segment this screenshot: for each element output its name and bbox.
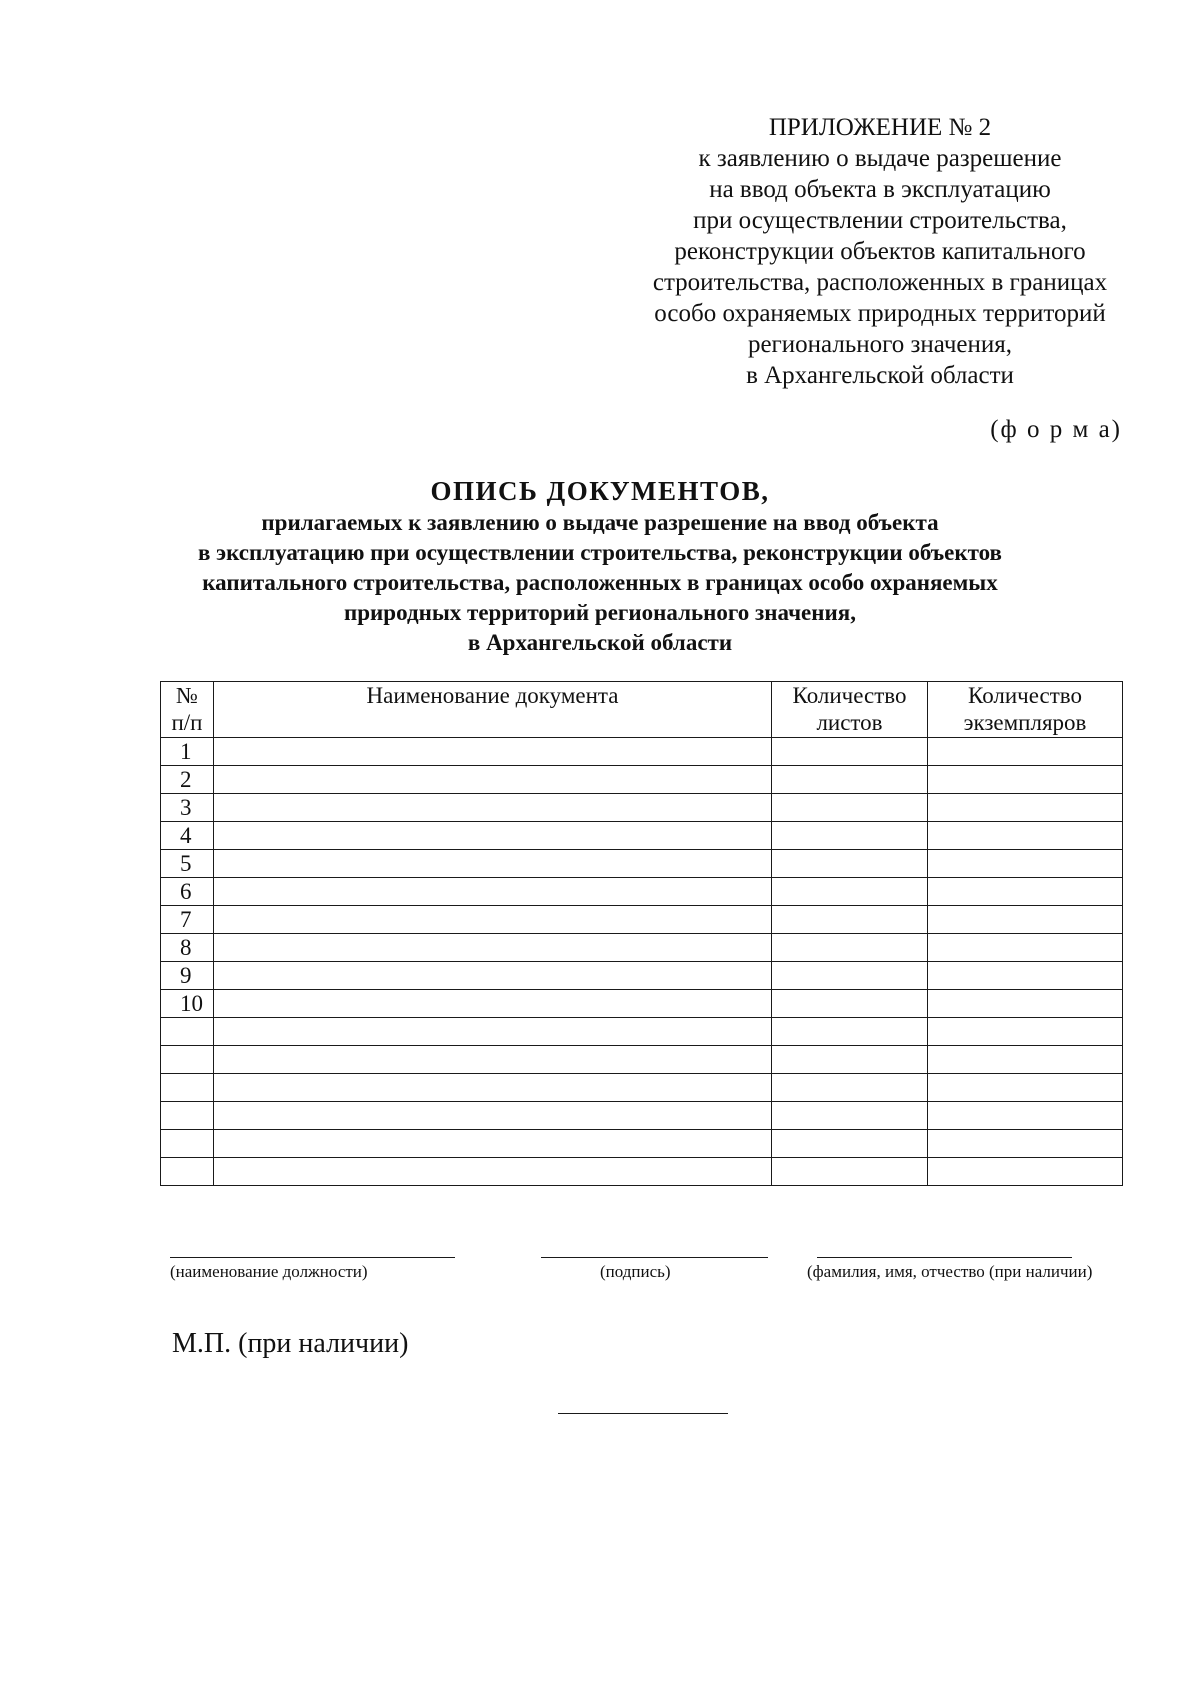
table-row — [161, 962, 1123, 990]
copy-count-cell[interactable] — [928, 1018, 1123, 1046]
document-name-cell[interactable] — [214, 794, 772, 822]
bottom-blank-line — [558, 1413, 728, 1414]
table-row — [161, 990, 1123, 1018]
copy-count-cell[interactable] — [928, 990, 1123, 1018]
document-name-cell[interactable] — [214, 822, 772, 850]
appendix-line: реконструкции объектов капитального — [674, 238, 1086, 265]
title-line: в Архангельской области — [467, 630, 733, 655]
row-number-cell — [161, 1046, 214, 1074]
documents-table — [160, 681, 1123, 1186]
row-number-cell: 6 — [161, 878, 214, 906]
table-row — [161, 1158, 1123, 1186]
sheet-count-cell[interactable] — [772, 766, 928, 794]
row-number-cell: 8 — [161, 934, 214, 962]
position-signature-line — [170, 1257, 455, 1258]
row-number-cell: 4 — [161, 822, 214, 850]
document-name-cell[interactable] — [214, 878, 772, 906]
document-name-cell[interactable] — [214, 934, 772, 962]
document-name-cell[interactable] — [214, 1158, 772, 1186]
title-line: в эксплуатацию при осуществлении строительства, реконструкции объектов — [198, 540, 1002, 565]
copy-count-cell[interactable] — [928, 878, 1123, 906]
document-title — [140, 474, 1060, 658]
row-number-cell — [161, 1130, 214, 1158]
appendix-line: ПРИЛОЖЕНИЕ № 2 — [768, 114, 992, 141]
copy-count-cell[interactable] — [928, 794, 1123, 822]
copy-count-cell[interactable] — [928, 1158, 1123, 1186]
title-main: ОПИСЬ ДОКУМЕНТОВ, — [430, 476, 770, 506]
sheet-count-cell[interactable] — [772, 1130, 928, 1158]
title-line: природных территорий регионального значения, — [344, 600, 856, 625]
sheet-count-cell[interactable] — [772, 1018, 928, 1046]
document-name-cell[interactable] — [214, 1074, 772, 1102]
sheet-count-cell[interactable] — [772, 990, 928, 1018]
copy-count-cell[interactable] — [928, 822, 1123, 850]
table-row — [161, 878, 1123, 906]
document-name-cell[interactable] — [214, 1018, 772, 1046]
document-name-cell[interactable] — [214, 906, 772, 934]
copy-count-cell[interactable] — [928, 766, 1123, 794]
document-name-cell[interactable] — [214, 738, 772, 766]
position-caption: (наименование должности) — [170, 1262, 368, 1281]
appendix-line: строительства, расположенных в границах — [652, 269, 1108, 296]
document-name-cell[interactable] — [214, 766, 772, 794]
sheet-count-cell[interactable] — [772, 1158, 928, 1186]
row-number-cell: 3 — [161, 794, 214, 822]
name-caption: (фамилия, имя, отчество (при наличии) — [807, 1262, 1093, 1281]
document-name-cell[interactable] — [214, 1046, 772, 1074]
row-number-cell: 7 — [161, 906, 214, 934]
row-number-cell: 1 — [161, 738, 214, 766]
sheet-count-cell[interactable] — [772, 822, 928, 850]
signature-caption: (подпись) — [600, 1262, 671, 1281]
copy-count-cell[interactable] — [928, 1130, 1123, 1158]
table-row — [161, 1046, 1123, 1074]
appendix-line: особо охраняемых природных территорий — [654, 300, 1106, 327]
sheet-count-cell[interactable] — [772, 794, 928, 822]
table-row — [161, 794, 1123, 822]
table-header-row — [161, 682, 1123, 738]
copy-count-cell[interactable] — [928, 1102, 1123, 1130]
sheet-count-cell[interactable] — [772, 1046, 928, 1074]
sheet-count-cell[interactable] — [772, 878, 928, 906]
copy-count-cell[interactable] — [928, 906, 1123, 934]
table-row — [161, 738, 1123, 766]
appendix-header — [630, 112, 1130, 391]
sheet-count-cell[interactable] — [772, 1102, 928, 1130]
row-number-cell: 5 — [161, 850, 214, 878]
document-name-cell[interactable] — [214, 962, 772, 990]
row-number-cell: 9 — [161, 962, 214, 990]
copy-count-cell[interactable] — [928, 738, 1123, 766]
document-name-cell[interactable] — [214, 1130, 772, 1158]
form-label: (ф о р м а) — [990, 416, 1122, 443]
document-name-cell[interactable] — [214, 990, 772, 1018]
row-number-cell — [161, 1102, 214, 1130]
table-row — [161, 822, 1123, 850]
sheet-count-cell[interactable] — [772, 738, 928, 766]
sheet-count-cell[interactable] — [772, 906, 928, 934]
copy-count-cell[interactable] — [928, 934, 1123, 962]
sheet-count-cell[interactable] — [772, 934, 928, 962]
title-line: капитального строительства, расположенных в границах особо охраняемых — [202, 570, 998, 595]
copy-count-cell[interactable] — [928, 850, 1123, 878]
table-row — [161, 766, 1123, 794]
appendix-line: к заявлению о выдаче разрешение — [698, 145, 1062, 172]
copy-count-cell[interactable] — [928, 962, 1123, 990]
title-line: прилагаемых к заявлению о выдаче разрешение на ввод объекта — [261, 510, 939, 535]
appendix-line: на ввод объекта в эксплуатацию — [709, 176, 1051, 203]
table-row — [161, 934, 1123, 962]
table-row — [161, 1074, 1123, 1102]
row-number-cell: 10 — [161, 990, 214, 1018]
table-row — [161, 850, 1123, 878]
header-document-name: Наименование документа — [214, 682, 772, 738]
row-number-cell: 2 — [161, 766, 214, 794]
appendix-line: в Архангельской области — [746, 362, 1014, 389]
stamp-label: М.П. (при наличии) — [172, 1328, 409, 1359]
row-number-cell — [161, 1074, 214, 1102]
appendix-line: при осуществлении строительства, — [693, 207, 1067, 234]
header-sheet-count: Количество листов — [772, 682, 928, 738]
row-number-cell — [161, 1158, 214, 1186]
row-number-cell — [161, 1018, 214, 1046]
copy-count-cell[interactable] — [928, 1046, 1123, 1074]
document-name-cell[interactable] — [214, 850, 772, 878]
table-row — [161, 1130, 1123, 1158]
copy-count-cell[interactable] — [928, 1074, 1123, 1102]
table-row — [161, 1018, 1123, 1046]
appendix-line: регионального значения, — [747, 331, 1013, 358]
sheet-count-cell[interactable] — [772, 1074, 928, 1102]
table-row — [161, 1102, 1123, 1130]
table-row — [161, 906, 1123, 934]
header-number: № п/п — [161, 682, 214, 738]
name-signature-line — [817, 1257, 1072, 1258]
signature-line — [541, 1257, 768, 1258]
header-copy-count: Количество экземпляров — [928, 682, 1123, 738]
sheet-count-cell[interactable] — [772, 962, 928, 990]
sheet-count-cell[interactable] — [772, 850, 928, 878]
document-name-cell[interactable] — [214, 1102, 772, 1130]
